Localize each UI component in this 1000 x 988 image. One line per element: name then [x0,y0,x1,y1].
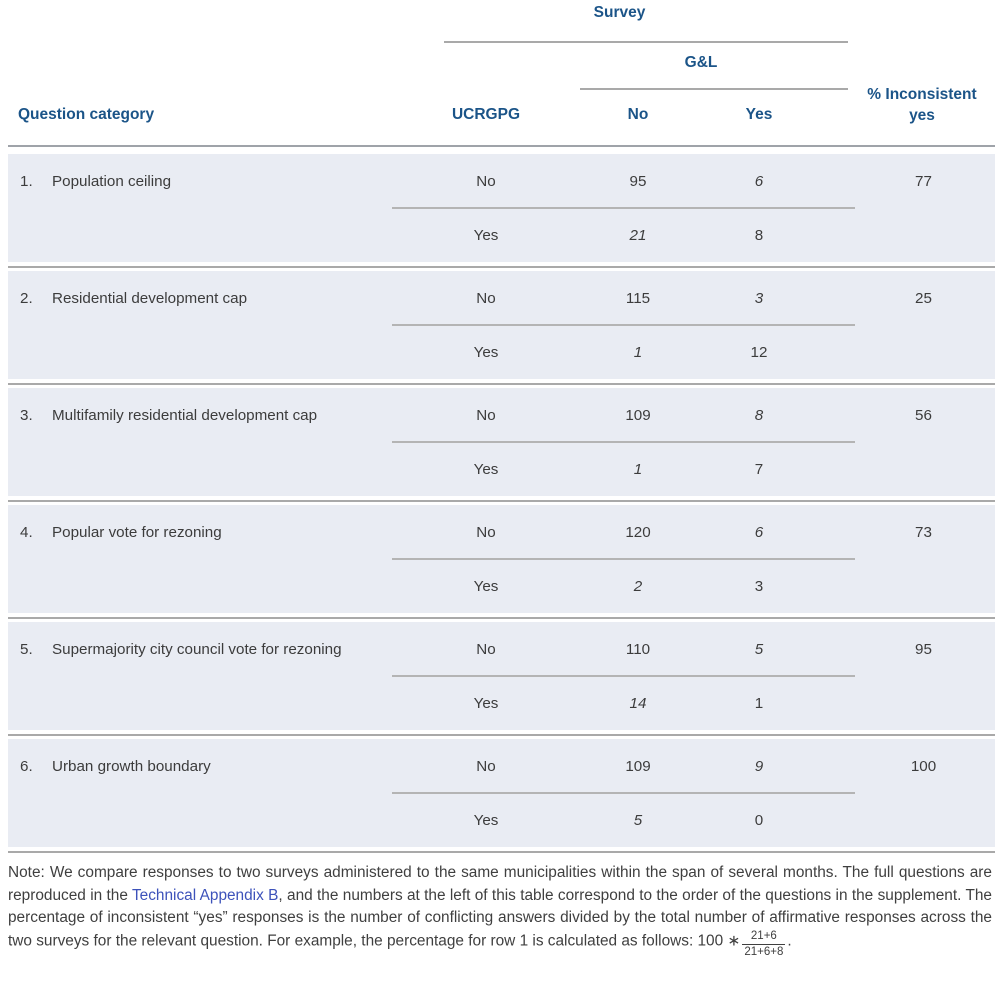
question-number: 5. [20,640,33,658]
note-suffix: . [787,931,792,949]
gl-yes-value: 6 [754,172,764,190]
empty-cell [8,559,392,613]
divider-line [8,617,995,619]
note-text-part1: Note: We compare responses to two surveys administered to the same municipalities within the span of several months. The full questions are reproduced in the [8,864,992,904]
gl-no-value: 110 [625,640,651,658]
ucrgpg-header: UCRGPG [451,106,521,123]
row-group-urban-growth-boundary [8,739,995,847]
question-category-text: Residential development cap [52,289,248,307]
table-body [8,150,995,853]
gl-no-value: 120 [625,523,651,541]
table-bottom-rule [8,851,995,853]
question-category-cell [8,505,392,559]
ucrgpg-value: Yes [473,577,499,595]
empty-cell [8,208,392,262]
ucrgpg-value: Yes [473,343,499,361]
question-category-cell [8,739,392,793]
pct-inconsistent-value: 77 [915,172,932,190]
ucrgpg-value: No [476,523,496,541]
fraction-numerator: 21+6 [742,930,785,945]
note-text-part2: , and the numbers at the left of this table correspond to the order of the questions in the supplement. The percentage of inconsistent “yes” responses is the number of conflicting answers divided by the total number of affirmative responses across the two surveys for the relevant question. For example, the percentage for row 1 is calculated as follows: [8,886,992,949]
question-category-cell [8,154,392,208]
gl-yes-value: 8 [754,226,764,244]
subrow-divider [392,324,855,326]
pct-inconsistent-value: 95 [915,640,932,658]
row-group-multifamily-residential-cap [8,388,995,496]
ucrgpg-value: Yes [473,226,499,244]
empty-cell [822,208,995,262]
ucrgpg-value: No [476,757,496,775]
gl-no-value: 5 [633,811,643,829]
gl-no-value: 21 [629,226,647,244]
divider-line [8,266,995,268]
table-note [8,862,992,959]
gl-no-value: 1 [633,343,643,361]
survey-column-group-label: Survey [593,4,646,21]
divider-line [8,734,995,736]
gl-no-header: No [627,106,649,123]
empty-cell [8,442,392,496]
question-category-text: Multifamily residential development cap [52,406,318,424]
gl-no-value: 14 [629,694,647,712]
gl-yes-value: 8 [754,406,764,424]
gl-no-value: 95 [629,172,647,190]
gl-no-value: 115 [625,289,651,307]
subrow-divider [392,792,855,794]
ucrgpg-value: Yes [473,694,499,712]
empty-cell [8,325,392,379]
row-group-residential-development-cap [8,271,995,379]
empty-cell [822,793,995,847]
divider-line [8,383,995,385]
formula-fraction [742,930,785,959]
pct-inconsistent-value: 73 [915,523,932,541]
subrow-divider [392,441,855,443]
gl-yes-value: 12 [750,343,768,361]
question-category-text: Population ceiling [52,172,172,190]
row-group-divider [8,262,995,271]
row-group-divider [8,379,995,388]
question-number: 3. [20,406,33,424]
ucrgpg-value: No [476,289,496,307]
empty-cell [822,559,995,613]
gl-yes-value: 9 [754,757,764,775]
ucrgpg-value: No [476,406,496,424]
question-number: 2. [20,289,33,307]
question-number: 4. [20,523,33,541]
divider-line [8,500,995,502]
gl-column-group-label: G&L [684,54,718,71]
gl-no-value: 2 [633,577,643,595]
formula-coefficient: 100 ∗ [697,931,741,949]
gl-yes-value: 3 [754,289,764,307]
question-category-text: Supermajority city council vote for rezoning [52,640,342,658]
pct-inconsistent-value: 100 [910,757,937,775]
pct-inconsistent-header-line2: yes [909,107,935,124]
subrow-divider [392,675,855,677]
gl-yes-value: 1 [754,694,764,712]
question-category-cell [8,622,392,676]
subrow-divider [392,558,855,560]
gl-yes-value: 3 [754,577,764,595]
gl-yes-value: 7 [754,460,764,478]
subrow-divider [392,207,855,209]
question-number: 1. [20,172,33,190]
gl-underline [580,88,848,90]
gl-no-value: 109 [625,757,651,775]
row-group-divider [8,730,995,739]
question-category-text: Urban growth boundary [52,757,211,775]
fraction-denominator: 21+6+8 [744,945,784,958]
pct-inconsistent-header [848,84,996,126]
row-group-popular-vote-rezoning [8,505,995,613]
header-rule [8,145,995,147]
empty-cell [822,442,995,496]
ucrgpg-value: Yes [473,460,499,478]
pct-inconsistent-header-line1: % Inconsistent [867,86,977,103]
question-category-cell [8,388,392,442]
row-group-divider [8,496,995,505]
gl-yes-value: 6 [754,523,764,541]
gl-yes-header: Yes [745,106,773,123]
question-category-header: Question category [18,106,155,123]
gl-yes-value: 5 [754,640,764,658]
row-group-population-ceiling [8,154,995,262]
row-group-supermajority-council-vote [8,622,995,730]
row-group-divider [8,613,995,622]
gl-no-value: 109 [625,406,651,424]
empty-cell [822,325,995,379]
survey-underline [444,41,848,43]
question-number: 6. [20,757,33,775]
empty-cell [822,676,995,730]
empty-cell [8,676,392,730]
ucrgpg-value: Yes [473,811,499,829]
question-category-cell [8,271,392,325]
technical-appendix-link[interactable]: Technical Appendix B [131,886,279,904]
gl-no-value: 1 [633,460,643,478]
gl-yes-value: 0 [754,811,764,829]
table-header [0,0,1000,150]
pct-inconsistent-value: 56 [915,406,932,424]
ucrgpg-value: No [476,640,496,658]
question-category-text: Popular vote for rezoning [52,523,222,541]
ucrgpg-value: No [476,172,496,190]
empty-cell [8,793,392,847]
pct-inconsistent-value: 25 [915,289,932,307]
